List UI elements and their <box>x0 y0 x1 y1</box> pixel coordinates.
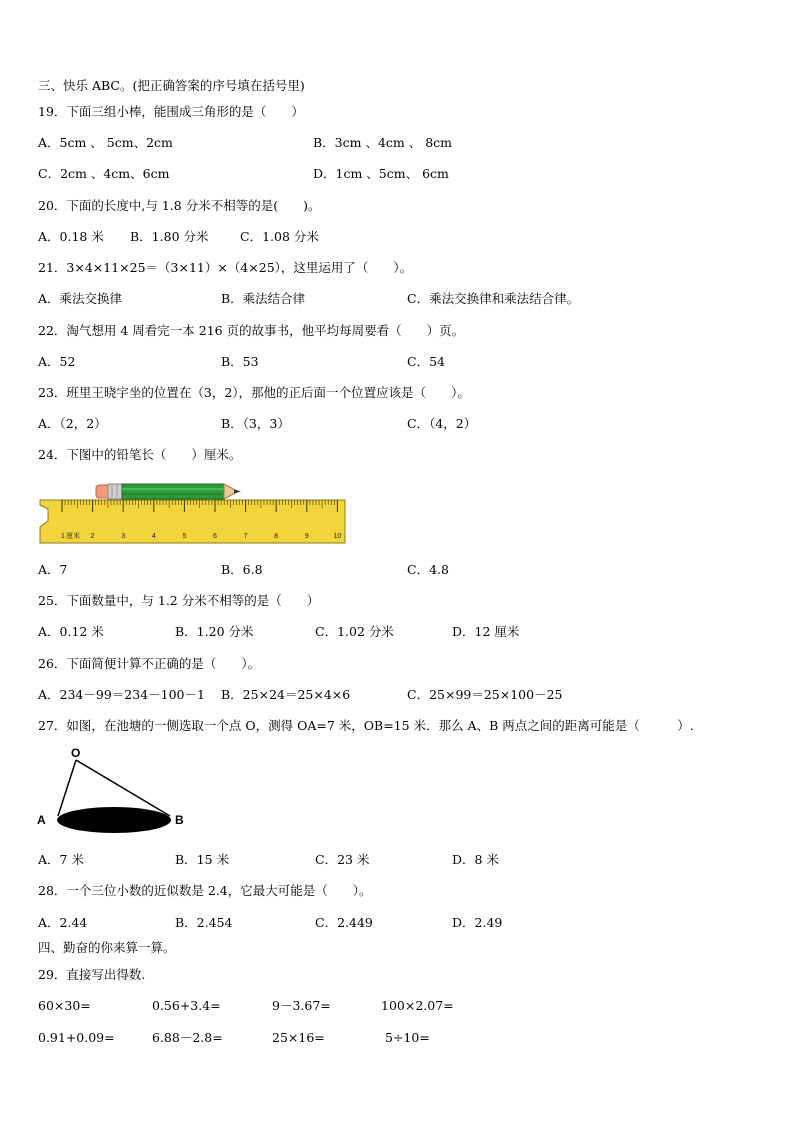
ruler-tick-label: 5 <box>182 533 187 540</box>
calc-item: 0.91+0.09= <box>38 1030 115 1045</box>
q27-option-c[interactable]: C．23 米 <box>315 852 370 867</box>
ruler-tick-label: 10 <box>333 533 342 540</box>
q25-option-d[interactable]: D．12 厘米 <box>452 624 520 639</box>
question-20: 20．下面的长度中,与 1.8 分米不相等的是( )。 <box>38 198 321 213</box>
pencil-icon <box>96 484 241 499</box>
ruler-tick-label: 4 <box>151 533 156 540</box>
point-b-label: B <box>175 813 184 827</box>
q28-option-a[interactable]: A．2.44 <box>38 915 88 930</box>
point-o-label: O <box>71 746 81 760</box>
q26-option-c[interactable]: C．25×99＝25×100－25 <box>407 687 563 702</box>
calc-item: 25×16= <box>272 1030 325 1045</box>
q27-option-b[interactable]: B．15 米 <box>175 852 230 867</box>
q25-option-b[interactable]: B．1.20 分米 <box>175 624 254 639</box>
question-25: 25．下面数量中，与 1.2 分米不相等的是（ ） <box>38 593 320 608</box>
question-27: 27．如图，在池塘的一侧选取一个点 O，测得 OA=7 米，OB=15 米．那么 A、B 两点之间的距离可能是（ ）. <box>38 718 694 733</box>
q19-option-a[interactable]: A．5cm 、 5cm、2cm <box>38 135 173 150</box>
ruler-tick-label: 6 <box>213 533 217 540</box>
q22-option-a[interactable]: A．52 <box>38 354 76 369</box>
question-29: 29．直接写出得数. <box>38 967 146 982</box>
ruler-tick-label: 1 <box>61 533 65 540</box>
ruler-icon <box>40 500 345 543</box>
calc-item: 9－3.67= <box>272 998 331 1013</box>
q26-option-b[interactable]: B．25×24＝25×4×6 <box>221 687 351 702</box>
q21-option-b[interactable]: B．乘法结合律 <box>221 291 306 306</box>
q20-option-b[interactable]: B．1.80 分米 <box>130 229 209 244</box>
ruler-pencil-figure <box>38 478 350 548</box>
question-23: 23．班里王晓宇坐的位置在（3，2），那他的正后面一个位置应该是（ ）。 <box>38 385 470 400</box>
q19-option-d[interactable]: D．1cm 、5cm、 6cm <box>313 166 449 181</box>
q24-option-a[interactable]: A．7 <box>38 562 68 577</box>
q23-option-b[interactable]: B．（3，3） <box>221 416 290 431</box>
q25-option-c[interactable]: C．1.02 分米 <box>315 624 394 639</box>
q21-option-a[interactable]: A．乘法交换律 <box>38 291 123 306</box>
q23-option-c[interactable]: C．（4，2） <box>407 416 477 431</box>
question-22: 22．淘气想用 4 周看完一本 216 页的故事书，他平均每周要看（ ）页。 <box>38 323 465 338</box>
calc-item: 60×30= <box>38 998 91 1013</box>
ruler-tick-label: 2 <box>90 533 95 540</box>
section-4-heading: 四、勤奋的你来算一算。 <box>38 940 176 955</box>
question-24: 24．下图中的铅笔长（ ）厘米。 <box>38 447 242 462</box>
q24-option-b[interactable]: B．6.8 <box>221 562 263 577</box>
q28-option-b[interactable]: B．2.454 <box>175 915 233 930</box>
segment-oa <box>58 760 76 816</box>
question-19: 19．下面三组小棒，能围成三角形的是（ ） <box>38 104 304 119</box>
q28-option-c[interactable]: C．2.449 <box>315 915 373 930</box>
question-26: 26．下面简便计算不正确的是（ ）。 <box>38 656 261 671</box>
calc-item: 0.56+3.4= <box>152 998 221 1013</box>
q28-option-d[interactable]: D．2.49 <box>452 915 503 930</box>
q25-option-a[interactable]: A．0.12 米 <box>38 624 104 639</box>
q23-option-a[interactable]: A．（2，2） <box>38 416 107 431</box>
point-a-label: A <box>37 813 46 827</box>
q26-option-a[interactable]: A．234－99＝234－100－1 <box>38 687 205 702</box>
section-3-heading: 三、快乐 ABC。(把正确答案的序号填在括号里) <box>38 78 305 93</box>
ruler-tick-label: 7 <box>243 533 248 540</box>
q21-option-c[interactable]: C．乘法交换律和乘法结合律。 <box>407 291 580 306</box>
calc-item: 6.88－2.8= <box>152 1030 223 1045</box>
pond-figure <box>34 746 194 838</box>
question-21: 21．3×4×11×25＝（3×11）×（4×25），这里运用了（ ）。 <box>38 260 413 275</box>
ruler-tick-label: 3 <box>121 533 126 540</box>
calc-item: 5÷10= <box>385 1030 430 1045</box>
q27-option-d[interactable]: D．8 米 <box>452 852 499 867</box>
q20-option-c[interactable]: C．1.08 分米 <box>240 229 319 244</box>
ruler-tick-label: 9 <box>304 533 309 540</box>
q19-option-b[interactable]: B．3cm 、4cm 、 8cm <box>313 135 453 150</box>
q20-option-a[interactable]: A．0.18 米 <box>38 229 104 244</box>
question-28: 28．一个三位小数的近似数是 2.4，它最大可能是（ ）。 <box>38 883 372 898</box>
q22-option-b[interactable]: B．53 <box>221 354 259 369</box>
q24-option-c[interactable]: C．4.8 <box>407 562 449 577</box>
ruler-tick-label: 8 <box>274 533 279 540</box>
ruler-unit-label: 厘米 <box>66 533 80 540</box>
pond-shape <box>57 807 171 833</box>
calc-item: 100×2.07= <box>381 998 454 1013</box>
q19-option-c[interactable]: C．2cm 、4cm、6cm <box>38 166 170 181</box>
q22-option-c[interactable]: C．54 <box>407 354 445 369</box>
q27-option-a[interactable]: A．7 米 <box>38 852 84 867</box>
